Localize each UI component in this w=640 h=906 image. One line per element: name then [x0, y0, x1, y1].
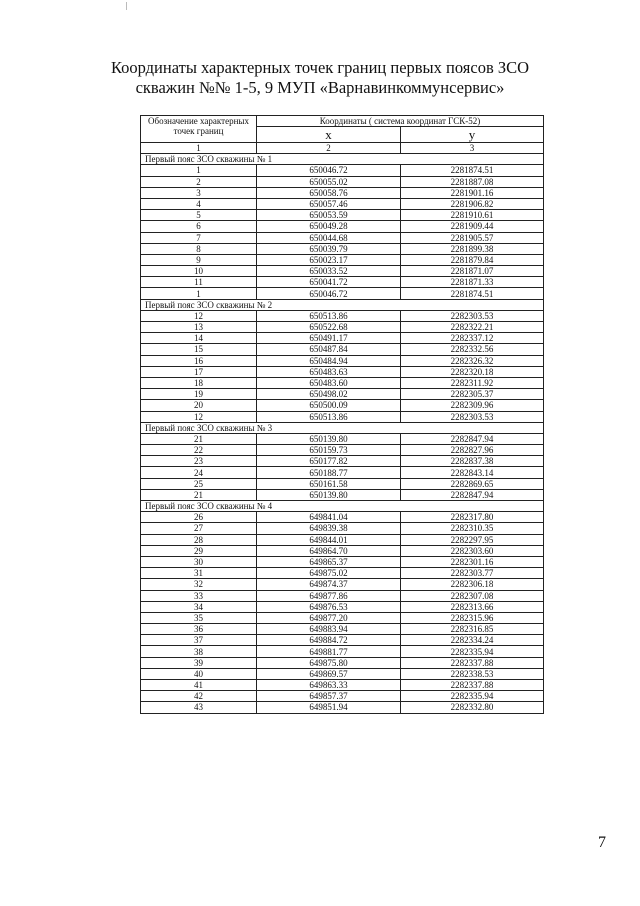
point-number-cell: 2: [141, 176, 257, 187]
table-row: [141, 377, 544, 388]
section-header-row: [141, 299, 544, 310]
x-coordinate-cell: 649841.04: [257, 512, 401, 523]
table-row: [141, 601, 544, 612]
point-number-cell: 9: [141, 254, 257, 265]
point-number-cell: 1: [141, 165, 257, 176]
title-line-1: Координаты характерных точек границ первых поясов ЗСО: [110, 58, 530, 77]
y-coordinate-cell: 2282301.16: [401, 556, 544, 567]
y-coordinate-cell: 2282334.24: [401, 635, 544, 646]
x-coordinate-cell: 650041.72: [257, 277, 401, 288]
table-row: [141, 411, 544, 422]
x-coordinate-cell: 650159.73: [257, 445, 401, 456]
table-row: [141, 691, 544, 702]
y-coordinate-cell: 2282335.94: [401, 691, 544, 702]
table-row: [141, 210, 544, 221]
y-coordinate-cell: 2282320.18: [401, 366, 544, 377]
point-number-cell: 21: [141, 489, 257, 500]
point-number-cell: 7: [141, 232, 257, 243]
point-number-cell: 19: [141, 389, 257, 400]
x-coordinate-cell: 650487.84: [257, 344, 401, 355]
x-coordinate-cell: 649844.01: [257, 534, 401, 545]
table-row: [141, 545, 544, 556]
point-number-cell: 22: [141, 445, 257, 456]
x-coordinate-cell: 650049.28: [257, 221, 401, 232]
table-row: [141, 322, 544, 333]
point-number-cell: 3: [141, 187, 257, 198]
y-coordinate-cell: 2282827.96: [401, 445, 544, 456]
x-coordinate-cell: 649876.53: [257, 601, 401, 612]
section-title: Первый пояс ЗСО скважины № 1: [141, 154, 544, 165]
y-coordinate-cell: 2282315.96: [401, 612, 544, 623]
x-coordinate-cell: 650139.80: [257, 489, 401, 500]
table-row: [141, 344, 544, 355]
point-number-cell: 1: [141, 288, 257, 299]
y-coordinate-cell: 2281905.57: [401, 232, 544, 243]
point-number-cell: 8: [141, 243, 257, 254]
table-row: [141, 221, 544, 232]
x-coordinate-cell: 650513.86: [257, 411, 401, 422]
x-coordinate-cell: 649875.80: [257, 657, 401, 668]
y-coordinate-cell: 2282306.18: [401, 579, 544, 590]
header-y: y: [401, 127, 544, 143]
table-row: [141, 389, 544, 400]
y-coordinate-cell: 2282326.32: [401, 355, 544, 366]
table-row: [141, 579, 544, 590]
y-coordinate-cell: 2282317.80: [401, 512, 544, 523]
x-coordinate-cell: 650057.46: [257, 198, 401, 209]
y-coordinate-cell: 2282847.94: [401, 489, 544, 500]
section-title: Первый пояс ЗСО скважины № 3: [141, 422, 544, 433]
title-line-2: скважин №№ 1-5, 9 МУП «Варнавинкоммунсервис»: [135, 78, 505, 97]
y-coordinate-cell: 2281874.51: [401, 165, 544, 176]
y-coordinate-cell: 2282316.85: [401, 624, 544, 635]
section-title: Первый пояс ЗСО скважины № 4: [141, 501, 544, 512]
point-number-cell: 27: [141, 523, 257, 534]
header-coordinates: Координаты ( система координат ГСК-52): [257, 116, 544, 127]
x-coordinate-cell: 650161.58: [257, 478, 401, 489]
y-coordinate-cell: 2282337.88: [401, 680, 544, 691]
x-coordinate-cell: 650500.09: [257, 400, 401, 411]
point-number-cell: 36: [141, 624, 257, 635]
table-row: [141, 646, 544, 657]
x-coordinate-cell: 649839.38: [257, 523, 401, 534]
point-number-cell: 35: [141, 612, 257, 623]
table-row: [141, 489, 544, 500]
column-number: 3: [401, 143, 544, 154]
y-coordinate-cell: 2281887.08: [401, 176, 544, 187]
table-row: [141, 680, 544, 691]
table-row: [141, 512, 544, 523]
header-row: [141, 116, 544, 127]
point-number-cell: 16: [141, 355, 257, 366]
x-coordinate-cell: 650058.76: [257, 187, 401, 198]
table-row: [141, 355, 544, 366]
point-number-cell: 20: [141, 400, 257, 411]
point-number-cell: 12: [141, 411, 257, 422]
table-row: [141, 635, 544, 646]
point-number-cell: 40: [141, 668, 257, 679]
table-row: [141, 523, 544, 534]
point-number-cell: 31: [141, 568, 257, 579]
table-row: [141, 556, 544, 567]
x-coordinate-cell: 650491.17: [257, 333, 401, 344]
x-coordinate-cell: 650522.68: [257, 322, 401, 333]
page-number: 7: [598, 834, 606, 851]
y-coordinate-cell: 2282310.35: [401, 523, 544, 534]
point-number-cell: 41: [141, 680, 257, 691]
table-row: [141, 433, 544, 444]
x-coordinate-cell: 649884.72: [257, 635, 401, 646]
x-coordinate-cell: 649874.37: [257, 579, 401, 590]
table-row: [141, 310, 544, 321]
y-coordinate-cell: 2282305.37: [401, 389, 544, 400]
y-coordinate-cell: 2282847.94: [401, 433, 544, 444]
table-row: [141, 624, 544, 635]
x-coordinate-cell: 650055.02: [257, 176, 401, 187]
x-coordinate-cell: 649881.77: [257, 646, 401, 657]
x-coordinate-cell: 650483.63: [257, 366, 401, 377]
y-coordinate-cell: 2282837.38: [401, 456, 544, 467]
point-number-cell: 39: [141, 657, 257, 668]
x-coordinate-cell: 650039.79: [257, 243, 401, 254]
y-coordinate-cell: 2282313.66: [401, 601, 544, 612]
y-coordinate-cell: 2281899.38: [401, 243, 544, 254]
point-number-cell: 12: [141, 310, 257, 321]
point-number-cell: 32: [141, 579, 257, 590]
point-number-cell: 38: [141, 646, 257, 657]
x-coordinate-cell: 649857.37: [257, 691, 401, 702]
y-coordinate-cell: 2281879.84: [401, 254, 544, 265]
x-coordinate-cell: 649875.02: [257, 568, 401, 579]
x-coordinate-cell: 650046.72: [257, 288, 401, 299]
y-coordinate-cell: 2282307.08: [401, 590, 544, 601]
point-number-cell: 6: [141, 221, 257, 232]
point-number-cell: 29: [141, 545, 257, 556]
x-coordinate-cell: 650044.68: [257, 232, 401, 243]
table-row: [141, 668, 544, 679]
y-coordinate-cell: 2281874.51: [401, 288, 544, 299]
x-coordinate-cell: 649869.57: [257, 668, 401, 679]
table-row: [141, 612, 544, 623]
x-coordinate-cell: 650484.94: [257, 355, 401, 366]
header-x: x: [257, 127, 401, 143]
point-number-cell: 33: [141, 590, 257, 601]
header-designation: Обозначение характерных точек границ: [141, 116, 257, 143]
table-row: [141, 590, 544, 601]
section-header-row: [141, 154, 544, 165]
point-number-cell: 10: [141, 266, 257, 277]
column-number: 2: [257, 143, 401, 154]
y-coordinate-cell: 2282843.14: [401, 467, 544, 478]
x-coordinate-cell: 649877.86: [257, 590, 401, 601]
x-coordinate-cell: 650139.80: [257, 433, 401, 444]
document-title: [0, 58, 640, 98]
table-row: [141, 176, 544, 187]
x-coordinate-cell: 650046.72: [257, 165, 401, 176]
point-number-cell: 5: [141, 210, 257, 221]
x-coordinate-cell: 649851.94: [257, 702, 401, 713]
point-number-cell: 37: [141, 635, 257, 646]
x-coordinate-cell: 649877.20: [257, 612, 401, 623]
y-coordinate-cell: 2282338.53: [401, 668, 544, 679]
table-row: [141, 277, 544, 288]
table-row: [141, 288, 544, 299]
x-coordinate-cell: 650513.86: [257, 310, 401, 321]
y-coordinate-cell: 2281910.61: [401, 210, 544, 221]
section-header-row: [141, 422, 544, 433]
table-row: [141, 568, 544, 579]
point-number-cell: 42: [141, 691, 257, 702]
y-coordinate-cell: 2281871.07: [401, 266, 544, 277]
table-row: [141, 456, 544, 467]
y-coordinate-cell: 2282303.77: [401, 568, 544, 579]
y-coordinate-cell: 2282311.92: [401, 377, 544, 388]
x-coordinate-cell: 650053.59: [257, 210, 401, 221]
point-number-cell: 23: [141, 456, 257, 467]
table-row: [141, 445, 544, 456]
y-coordinate-cell: 2282335.94: [401, 646, 544, 657]
point-number-cell: 14: [141, 333, 257, 344]
y-coordinate-cell: 2282303.53: [401, 310, 544, 321]
point-number-cell: 13: [141, 322, 257, 333]
point-number-cell: 34: [141, 601, 257, 612]
table-row: [141, 266, 544, 277]
y-coordinate-cell: 2281901.16: [401, 187, 544, 198]
x-coordinate-cell: 649863.33: [257, 680, 401, 691]
table-row: [141, 478, 544, 489]
y-coordinate-cell: 2282332.80: [401, 702, 544, 713]
y-coordinate-cell: 2282322.21: [401, 322, 544, 333]
table-row: [141, 198, 544, 209]
point-number-cell: 26: [141, 512, 257, 523]
point-number-cell: 15: [141, 344, 257, 355]
table-row: [141, 254, 544, 265]
x-coordinate-cell: 649865.37: [257, 556, 401, 567]
point-number-cell: 18: [141, 377, 257, 388]
y-coordinate-cell: 2282303.60: [401, 545, 544, 556]
table-row: [141, 165, 544, 176]
x-coordinate-cell: 650023.17: [257, 254, 401, 265]
point-number-cell: 28: [141, 534, 257, 545]
y-coordinate-cell: 2282337.12: [401, 333, 544, 344]
coordinates-table: [140, 115, 544, 714]
x-coordinate-cell: 650498.02: [257, 389, 401, 400]
x-coordinate-cell: 650483.60: [257, 377, 401, 388]
y-coordinate-cell: 2282303.53: [401, 411, 544, 422]
x-coordinate-cell: 650033.52: [257, 266, 401, 277]
x-coordinate-cell: 649864.70: [257, 545, 401, 556]
column-number: 1: [141, 143, 257, 154]
point-number-cell: 17: [141, 366, 257, 377]
y-coordinate-cell: 2281871.33: [401, 277, 544, 288]
point-number-cell: 11: [141, 277, 257, 288]
x-coordinate-cell: 650177.82: [257, 456, 401, 467]
table-row: [141, 187, 544, 198]
table-row: [141, 333, 544, 344]
y-coordinate-cell: 2281909.44: [401, 221, 544, 232]
table-row: [141, 366, 544, 377]
y-coordinate-cell: 2282337.88: [401, 657, 544, 668]
table-row: [141, 467, 544, 478]
point-number-cell: 4: [141, 198, 257, 209]
point-number-cell: 24: [141, 467, 257, 478]
y-coordinate-cell: 2282309.96: [401, 400, 544, 411]
point-number-cell: 25: [141, 478, 257, 489]
y-coordinate-cell: 2281906.82: [401, 198, 544, 209]
table-row: [141, 657, 544, 668]
table-row: [141, 232, 544, 243]
table-row: [141, 702, 544, 713]
x-coordinate-cell: 650188.77: [257, 467, 401, 478]
table-row: [141, 534, 544, 545]
point-number-cell: 21: [141, 433, 257, 444]
y-coordinate-cell: 2282297.95: [401, 534, 544, 545]
column-number-row: [141, 143, 544, 154]
y-coordinate-cell: 2282332.56: [401, 344, 544, 355]
y-coordinate-cell: 2282869.65: [401, 478, 544, 489]
section-header-row: [141, 501, 544, 512]
section-title: Первый пояс ЗСО скважины № 2: [141, 299, 544, 310]
scan-mark: [126, 2, 127, 10]
x-coordinate-cell: 649883.94: [257, 624, 401, 635]
coordinates-table-body: [141, 116, 544, 714]
point-number-cell: 43: [141, 702, 257, 713]
table-row: [141, 400, 544, 411]
point-number-cell: 30: [141, 556, 257, 567]
table-row: [141, 243, 544, 254]
